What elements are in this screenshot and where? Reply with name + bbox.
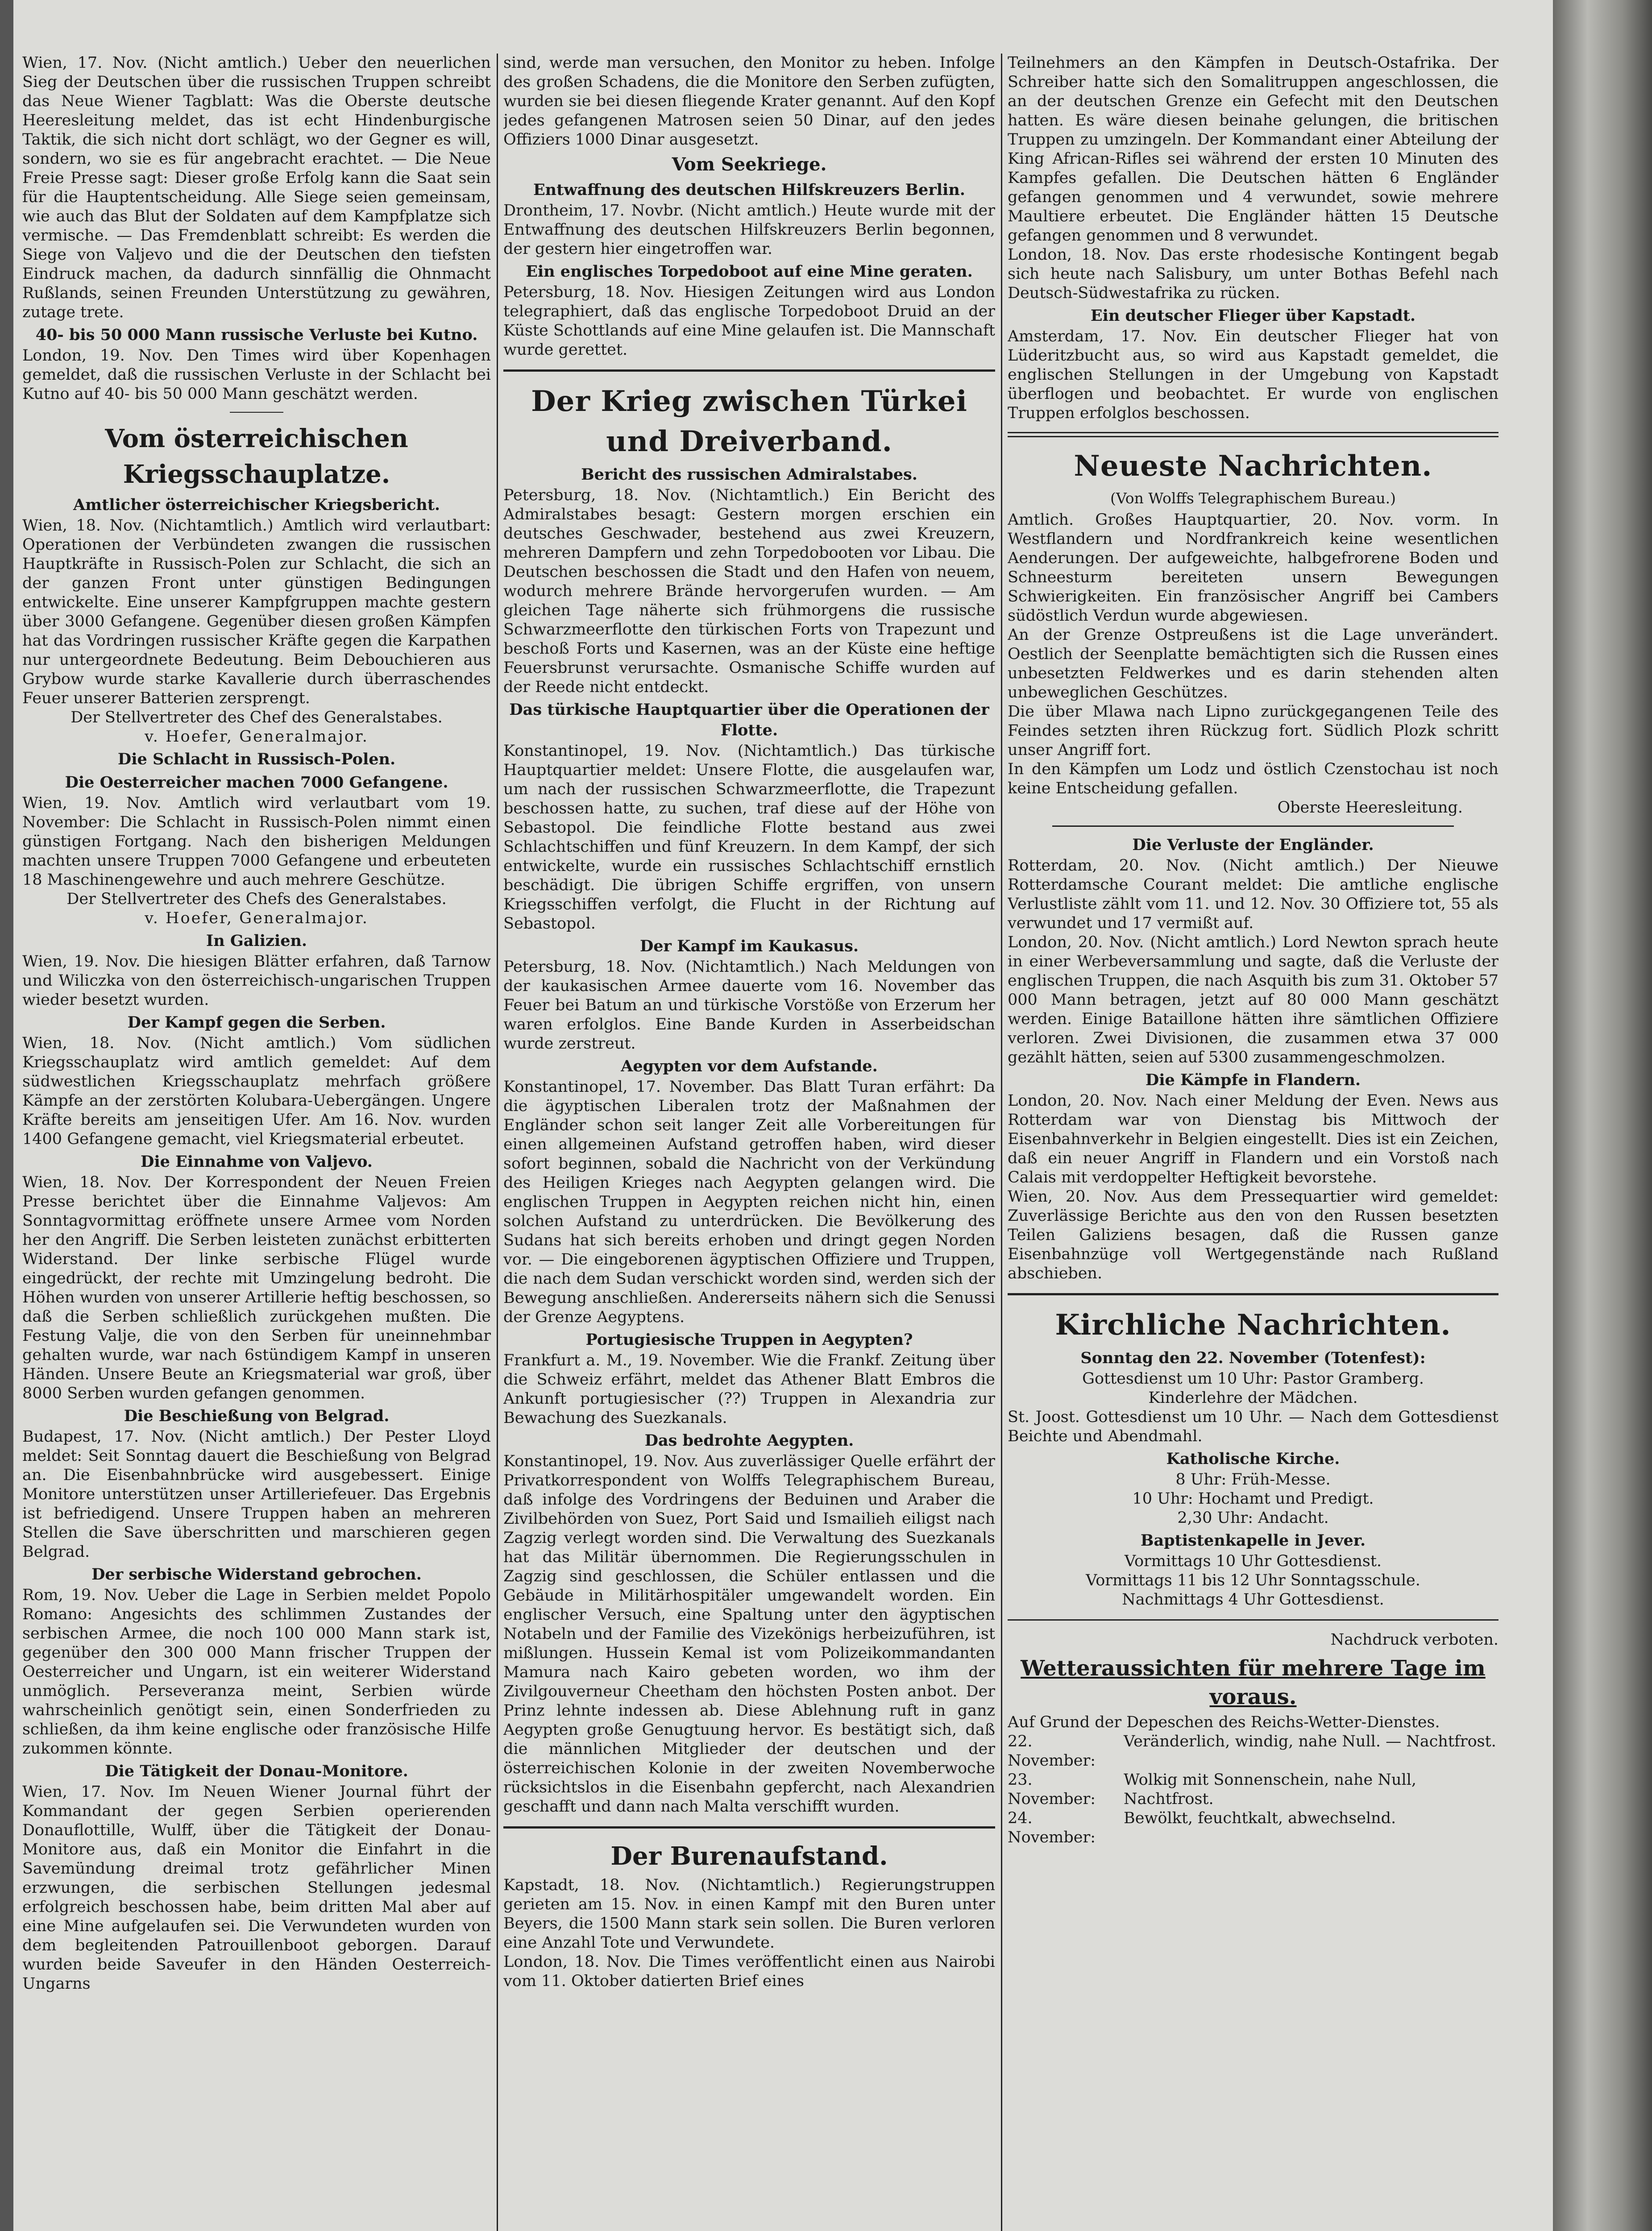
short-divider [230,412,283,413]
headline-7000-prisoners: Die Oesterreicher machen 7000 Gefangene. [65,773,448,792]
article-london-nairobi: London, 18. Nov. Die Times veröffentlicht einen aus Nairobi vom 11. Oktober datierten Brief eines [503,1953,995,1990]
headline-battle-poland: Die Schlacht in Russisch-Polen. [117,750,396,768]
article-belgrade: Budapest, 17. Nov. (Nicht amtlich.) Der Pester Lloyd meldet: Seit Sonntag dauert die Beschießung von Belgrad an. Die Eisenbahnbrücke wird ausgebessert. Einige Monitore unterstützen unser Artilleriefeuer. Das Ergebnis ist befriedigend. Unsere Truppen haben an mehreren Stellen die Save überschritten und marschieren gegen Belgrad. [22,1428,491,1561]
article-drontheim: Drontheim, 17. Novbr. (Nicht amtlich.) Heute wurde mit der Entwaffnung des deutschen Hilfskreuzers Berlin begonnen, der gestern hier eingetroffen war. [503,202,995,258]
headline-serbs: Der Kampf gegen die Serben. [127,1013,386,1032]
headline-admiralty-report: Bericht des russischen Admiralstabes. [581,465,917,484]
headline-catholic: Katholische Kirche. [1166,1450,1340,1468]
signature-hoefer-1: v. Hoefer, Generalmajor. [145,728,369,746]
article-danube-monitors: Wien, 17. Nov. Im Neuen Wiener Journal führt der Kommandant der gegen Serbien operierenden Donauflottille, Wulff, über die Tätigkeit der Donau-Monitore aus, daß ein Monitor die Einfahrt in die Savemündung dreimal trotz gefährlicher Minen erzwungen, die serbischen Stellungen jedesmal erfolgreich beschossen habe, beim dritten Mal aber auf eine Mine aufgelaufen sei. Die Verwundeten wurden von dem begleitenden Patrouillenboot geborgen. Darauf wurden beide Saveufer in den Händen Oesterreich-Ungarns [22,1783,491,1993]
weather-date: 23. November: [1008,1771,1096,1808]
article-rotterdam: Rotterdam, 20. Nov. (Nicht amtlich.) Der Nieuwe Rotterdamsche Courant meldet: Die amtliche englische Verlustliste zählt vom 11. und 12. Nov. 30 Offiziere tot, 55 als verwundet und 17 vermißt auf. [1008,857,1498,932]
article-aviator: Amsterdam, 17. Nov. Ein deutscher Flieger hat von Lüderitzbucht aus, so wird aus Kapstadt gemeldet, die englischen Stellungen in der Umgebung von Kapstadt überflogen und beobachtet. Er wurde von englischen Truppen erfolglos beschossen. [1008,328,1498,422]
article-admiralty: Petersburg, 18. Nov. (Nichtamtlich.) Ein Bericht des Admiralstabes besagt: Gestern morgen erschien ein deutsches Geschwader, bestehend aus zwei Kreuzern, mehreren Dampfern und zehn Torpedobooten vor Libau. Die Deutschen beschossen die Stadt und den Hafen von neuem, wodurch mehrere Brände hervorgerufen wurden. — Am gleichen Tage näherte sich frühmorgens die russische Schwarzmeerflotte den türkischen Forts von Trapezunt und beschoß Forts und Kasernen, was an der Küste eine heftige Feuersbrunst verursachte. Osmanische Schiffe wurden auf der Reede nicht entdeckt. [503,486,995,696]
weather-table [1008,1732,1498,1847]
headline-galicia: In Galizien. [206,932,307,950]
section-title-turkey-war: Der Krieg zwischen Türkei und Dreiverband. [531,385,967,458]
article-galicia: Wien, 19. Nov. Die hiesigen Blätter erfahren, daß Tarnow und Wiliczka von den österreichisch-ungarischen Truppen wieder besetzt wurden. [22,953,491,1009]
church-service-2: Kinderlehre der Mädchen. [1148,1389,1358,1407]
headline-threatened-egypt: Das bedrohte Aegypten. [644,1431,854,1450]
column-2 [503,54,995,2231]
headline-berlin-disarmed: Entwaffnung des deutschen Hilfskreuzers Berlin. [533,181,965,199]
column-rule-1 [497,54,498,2231]
article-monitor-continued: sind, werde man versuchen, den Monitor zu heben. Infolge des großen Schadens, die die Monitore den Serben zufügten, wurden sie bei diesen fliegende Krater genannt. Auf den Kopf jedes gefangenen Matrosen seien 50 Dinar, auf den jedes Offiziers 1000 Dinar ausgesetzt. [503,54,995,149]
headline-aviator-kapstadt: Ein deutscher Flieger über Kapstadt. [1090,307,1416,325]
headline-russian-losses: 40- bis 50 000 Mann russische Verluste bei Kutno. [35,326,478,344]
article-ostafrika-continued: Teilnehmers an den Kämpfen in Deutsch-Ostafrika. Der Schreiber hatte sich den Somalitruppen angeschlossen, die an der deutschen Grenze ein Gefecht mit den Deutschen hatten. Es wäre diesen beinahe gelungen, die britischen Truppen zu umzingeln. Der Kommandant einer Abteilung der King African-Rifles sei während der ersten 10 Minuten des Kampfes gefallen. Die Deutschen hätten 6 Engländer gefangen genommen und 4 verwundet, sowie mehrere Maultiere erbeutet. Die Engländer hätten 15 Deutsche gefangen genommen und 8 verwundet. [1008,54,1498,245]
article-turkish-hq: Konstantinopel, 19. Nov. (Nichtamtlich.) Das türkische Hauptquartier meldet: Unsere Flotte, die ausgelaufen war, um nach der russischen Schwarzmeerflotte, die Trapezunt beschossen hatte, zu suchen, traf diese auf der Höhe von Sebastopol. Die feindliche Flotte bestand aus zwei Schlachtschiffen und fünf Kreuzern. In dem Kampf, der sich entwickelte, wurde ein russisches Schlachtschiff ernstlich beschädigt. Die übrigen Schiffe ergriffen, von unsern Kriegsschiffen verfolgt, die Flucht in der Richtung auf Sebastopol. [503,742,995,933]
divider-line [1052,825,1454,827]
section-divider-4 [1008,1619,1498,1621]
signature-ohl: Oberste Heeresleitung. [1277,799,1463,817]
weather-text: Veränderlich, windig, nahe Null. — Nachtfrost. [1124,1733,1496,1750]
article-portuguese-troops: Frankfurt a. M., 19. November. Wie die Frankf. Zeitung über die Schweiz erfährt, meldet das Athener Blatt Embros die Ankunft portugiesischer (??) Truppen in Alexandria zur Bewachung des Suezkanals. [503,1352,995,1427]
article-resistance: Rom, 19. Nov. Ueber die Lage in Serbien meldet Popolo Romano: Angesichts des schlimmen Zustandes der serbischen Armee, die noch 100 000 Mann stark ist, gegenüber den 300 000 Mann frischer Truppen der Oesterreicher und Ungarn, ist ein weiterer Widerstand unmöglich. Perseveranza meint, Serbien würde wahrscheinlich genötigt sein, einen Sonderfrieden zu schließen, da ihm keine englische oder französische Hilfe zukommen könnte. [22,1586,491,1758]
headline-official-report: Amtlicher österreichischer Kriegsbericht. [73,496,440,514]
article-official-hq-3: Die über Mlawa nach Lipno zurückgegangenen Teile des Feindes setzten ihren Rückzug fort. Südlich Plozk schritt unser Angriff fort. [1008,703,1498,759]
headline-sunday: Sonntag den 22. November (Totenfest): [1080,1349,1426,1367]
article-torpedo: Petersburg, 18. Nov. Hiesigen Zeitungen wird aus London telegraphiert, daß das englische Torpedoboot Druid an der Küste Schottlands auf eine Mine gelaufen ist. Die Mannschaft wurde gerettet. [503,283,995,359]
article-wien-19: Wien, 19. Nov. Amtlich wird verlautbart vom 19. November: Die Schlacht in Russisch-Polen nimmt einen günstigen Fortgang. Nach den bisherigen Meldungen machten unsere Truppen 7000 Gefangene und erbeuteten 18 Maschinengewehre und auch mehrere Geschütze. [22,794,491,889]
article-wien-intro: Wien, 17. Nov. (Nicht amtlich.) Ueber den neuerlichen Sieg der Deutschen über die russischen Truppen schreibt das Neue Wiener Tagblatt: Was die Oberste deutsche Heeresleitung meldet, das ist echt Hindenburgische Taktik, die sich nicht dort schlägt, wo der Gegner es will, sondern, wo sie es für angebracht erachtet. — Die Neue Freie Presse sagt: Dieser große Erfolg kann die Saat sein für die Hauptentscheidung. Alle Siege seien gemeinsam, wie auch das Blut der Soldaten auf dem Kampfplatze sich vermische. — Das Fremdenblatt schreibt: Es werden die Siege von Valjevo und die der Deutschen den tiefsten Eindruck machen, da dadurch sinnfällig die Ohnmacht Rußlands, seinen Freunden Unterstützung zu gewähren, zutage trete. [22,54,491,321]
weather-date: 24. November: [1008,1809,1096,1846]
column-rule-2 [1001,54,1002,2231]
headline-flanders: Die Kämpfe in Flandern. [1145,1071,1361,1089]
weather-text: Wolkig mit Sonnenschein, nahe Null, Nachtfrost. [1124,1771,1417,1808]
article-kapstadt: Kapstadt, 18. Nov. (Nichtamtlich.) Regierungstruppen gerieten am 15. Nov. in einen Kampf mit den Buren unter Beyers, die 1500 Mann stark sein sollen. Die Buren verloren eine Anzahl Tote und Verwundete. [503,1876,995,1952]
article-valjevo: Wien, 18. Nov. Der Korrespondent der Neuen Freien Presse berichtet über die Einnahme Valjevos: Am Sonntagvormittag eröffnete unsere Armee vom Norden her den Angriff. Die Serben leisteten zunächst erbitterten Widerstand. Der linke serbische Flügel wurde eingedrückt, der rechte mit Umzingelung bedroht. Die Höhen wurden von unserer Artillerie heftig beschossen, so daß die Serben schließlich zurückgehen mußten. Die Festung Valje, die von den Serben für uneinnehmbar gehalten wurde, war nach 6stündigem Kampf in unseren Händen. Unsere Beute an Kriegsmaterial war groß, über 8000 Serben wurden gefangen genommen. [22,1174,491,1402]
section-divider-3 [1008,1293,1498,1295]
baptist-1: Vormittags 10 Uhr Gottesdienst. [1124,1552,1382,1570]
signature-line-1: Der Stellvertreter des Chef des Generalstabes. [71,709,443,726]
headline-caucasus: Der Kampf im Kaukasus. [639,937,859,955]
article-official-hq-2: An der Grenze Ostpreußens ist die Lage unverändert. Oestlich der Seenplatte bemächtigten sich die Russen eines unbesetzten Feldwerkes und es darin stehenden alten unbeweglichen Geschützes. [1008,626,1498,701]
article-flanders: London, 20. Nov. Nach einer Meldung der Even. News aus Rotterdam war von Dienstag bis Mittwoch der Eisenbahnverkehr in Belgien eingestellt. Dies ist ein Zeichen, daß ein neuer Angriff in Flandern und ein Vorstoß nach Calais mit verdoppelter Heftigkeit bevorstehe. [1008,1092,1498,1186]
section-title-church-news: Kirchliche Nachrichten. [1055,1308,1451,1342]
catholic-3: 2,30 Uhr: Andacht. [1177,1509,1329,1527]
reprint-notice: Nachdruck verboten. [1330,1631,1498,1649]
headline-belgrade: Die Beschießung von Belgrad. [124,1407,390,1425]
section-title-naval-war: Vom Seekriege. [672,154,827,175]
article-official-hq: Amtlich. Großes Hauptquartier, 20. Nov. vorm. In Westflandern und Nordfrankreich keine wesentlichen Aenderungen. Der aufgeweichte, halbgefrorene Boden und Schneesturm bereiteten unsern Bewegungen Schwierigkeiten. Ein französischer Angriff bei Cambers südöstlich Verdun wurde abgewiesen. [1008,511,1498,625]
book-page-edges [1553,0,1652,2231]
headline-egypt-uprising: Aegypten vor dem Aufstande. [621,1057,878,1075]
weather-date: 22. November: [1008,1733,1096,1770]
article-egypt-uprising: Konstantinopel, 17. November. Das Blatt Turan erfährt: Da die ägyptischen Liberalen trotz der Maßnahmen der Engländer schon seit langer Zeit alle Vorbereitungen für einen allgemeinen Aufstand getroffen haben, wird dieser sofort beginnen, sobald die Nachricht von der Verkündung des Heiligen Krieges nach Aegypten gelangen wird. Die englischen Truppen in Aegypten reichen nicht hin, einen solchen Aufstand zu unterdrücken. Die Bevölkerung des Sudans hat sich bereits erhoben und dringt gegen Norden vor. — Die eingeborenen ägyptischen Offiziere und Truppen, die nach dem Sudan verschickt worden sind, werden sich der Bewegung anschließen. Andererseits nähern sich die Senussi der Grenze Aegyptens. [503,1078,995,1326]
headline-valjevo: Die Einnahme von Valjevo. [141,1153,373,1171]
double-rule [1008,432,1498,437]
church-st-joost: St. Joost. Gottesdienst um 10 Uhr. — Nach dem Gottesdienst Beichte und Abendmahl. [1008,1408,1498,1445]
baptist-3: Nachmittags 4 Uhr Gottesdienst. [1122,1591,1384,1609]
headline-baptist: Baptistenkapelle in Jever. [1140,1531,1366,1550]
article-london-rhodesia: London, 18. Nov. Das erste rhodesische Kontingent begab sich heute nach Salisbury, um unter Bothas Befehl nach Deutsch-Südwestafrika zu rücken. [1008,246,1498,302]
headline-danube-monitors: Die Tätigkeit der Donau-Monitore. [105,1762,408,1780]
article-threatened-egypt: Konstantinopel, 19. Nov. Aus zuverlässiger Quelle erfährt der Privatkorrespondent von Wolffs Telegraphischem Bureau, daß infolge des Vordringens der Beduinen und Araber die Zivilbehörden von Suez, Port Said und Ismailieh eiligst nach Zagzig verlegt worden sind. Die Verwaltung des Suezkanals hat das Militär übernommen. Die Regierungsschulen in Zagzig sind geschlossen, die Schüler entlassen und die Gebäude in Militärhospitäler umgewandelt worden. Ein englischer Versuch, eine Spaltung unter den ägyptischen Notabeln und der Familie des Vizekönigs herbeizuführen, ist mißlungen. Hussein Kemal ist vom Polizeikommandanten Mamura nach Kairo gebeten worden, wo ihm der Zivilgouverneur Cheetham den höchsten Posten anbot. Der Prinz lehnte indessen ab. Diese Ablehnung ruft in ganz Aegypten große Genugtuung hervor. Es bestätigt sich, daß die männlichen Mitglieder der deutschen und der österreichischen Kolonie in der zweiten Novemberwoche rücksichtslos in die Eisenbahn gepfercht, nach Alexandrien geschafft und dann nach Malta verschifft wurden. [503,1452,995,1816]
section-title-boer-uprising: Der Burenaufstand. [610,1841,888,1871]
catholic-1: 8 Uhr: Früh-Messe. [1175,1471,1331,1489]
weather-row [1008,1771,1498,1809]
article-caucasus: Petersburg, 18. Nov. (Nichtamtlich.) Nach Meldungen von der kaukasischen Armee dauerte vom 16. November das Feuer bei Batum an und türkische Vorstöße von Erzerum her waren erfolglos. Eine Bande Kurden in Asserbeidschan wurde zerstreut. [503,958,995,1053]
weather-intro: Auf Grund der Depeschen des Reichs-Wetter-Dienstes. [1008,1713,1440,1731]
headline-torpedo-mine: Ein englisches Torpedoboot auf eine Mine geraten. [526,262,973,281]
church-service-1: Gottesdienst um 10 Uhr: Pastor Gramberg. [1082,1370,1424,1388]
latest-news-source: (Von Wolffs Telegraphischem Bureau.) [1110,489,1396,507]
headline-english-losses: Die Verluste der Engländer. [1132,836,1374,854]
weather-row [1008,1732,1498,1771]
section-title-latest-news: Neueste Nachrichten. [1074,449,1432,483]
section-divider [503,369,995,372]
article-wien-18: Wien, 18. Nov. (Nichtamtlich.) Amtlich wird verlautbart: Operationen der Verbündeten zwangen die russischen Hauptkräfte in Russisch-Polen zur Schlacht, die sich an der ganzen Front unter günstigen Bedingungen entwickelte. Eine unserer Kampfgruppen machte gestern über 3000 Gefangene. Gegenüber diesen großen Kämpfen hat das Vordringen russischer Kräfte gegen die Karpathen nur untergeordnete Bedeutung. Beim Debouchieren aus Grybow wurde starke Kavallerie durch überraschendes Feuer unserer Batterien zersprengt. [22,517,491,707]
headline-turkish-hq: Das türkische Hauptquartier über die Operationen der Flotte. [509,701,989,739]
scan-margin-left [0,0,13,2231]
newspaper-page [13,0,1553,2231]
weather-row [1008,1809,1498,1847]
section-title-austrian-front: Vom österreichischen Kriegsschauplatze. [105,424,408,489]
section-divider-2 [503,1826,995,1829]
article-serbs: Wien, 18. Nov. (Nicht amtlich.) Vom südlichen Kriegsschauplatz wird amtlich gemeldet: Auf dem südwestlichen Kriegsschauplatz mehrfach größere Kämpfe an der zerstörten Kolubara-Uebergängen. Ungere Kräfte bereits am jenseitigen Ufer. Am 16. Nov. wurden 1400 Gefangene gemacht, viel Kriegsmaterial erbeutet. [22,1034,491,1148]
weather-text: Bewölkt, feuchtkalt, abwechselnd. [1124,1809,1396,1827]
signature-hoefer-2: v. Hoefer, Generalmajor. [145,909,369,927]
article-london-newton: London, 20. Nov. (Nicht amtlich.) Lord Newton sprach heute in einer Werbeversammlung und sagte, daß die Verluste der englischen Truppen, die nach Asquith bis zum 31. Oktober 57 000 Mann betragen, jetzt auf 80 000 Mann geschätzt werden. Einige Bataillone hätten ihre sämtlichen Offiziere verloren. Zwei Divisionen, die zusammen etwa 37 000 gezählt hätten, seien auf 5300 zusammengeschmolzen. [1008,933,1498,1066]
column-3 [1008,54,1498,2231]
headline-resistance: Der serbische Widerstand gebrochen. [91,1565,422,1584]
article-london-kutno: London, 19. Nov. Den Times wird über Kopenhagen gemeldet, daß die russischen Verluste in der Schlacht bei Kutno auf 40- bis 50 000 Mann geschätzt werden. [22,347,491,403]
section-title-weather: Wetteraussichten für mehrere Tage im voraus. [1021,1656,1486,1709]
article-official-hq-4: In den Kämpfen um Lodz und östlich Czenstochau ist noch keine Entscheidung gefallen. [1008,760,1498,797]
headline-portuguese-troops: Portugiesische Truppen in Aegypten? [585,1331,913,1349]
column-1 [22,54,491,2231]
article-wien-20: Wien, 20. Nov. Aus dem Pressequartier wird gemeldet: Zuverlässige Berichte aus den von den Russen besetzten Teilen Galiziens besagen, daß die Russen ganze Eisenbahnzüge voll Wertgegenstände nach Rußland abschieben. [1008,1188,1498,1282]
catholic-2: 10 Uhr: Hochamt und Predigt. [1132,1490,1374,1508]
baptist-2: Vormittags 11 bis 12 Uhr Sonntagsschule. [1086,1572,1420,1589]
signature-line-2: Der Stellvertreter des Chefs des Generalstabes. [66,890,447,908]
